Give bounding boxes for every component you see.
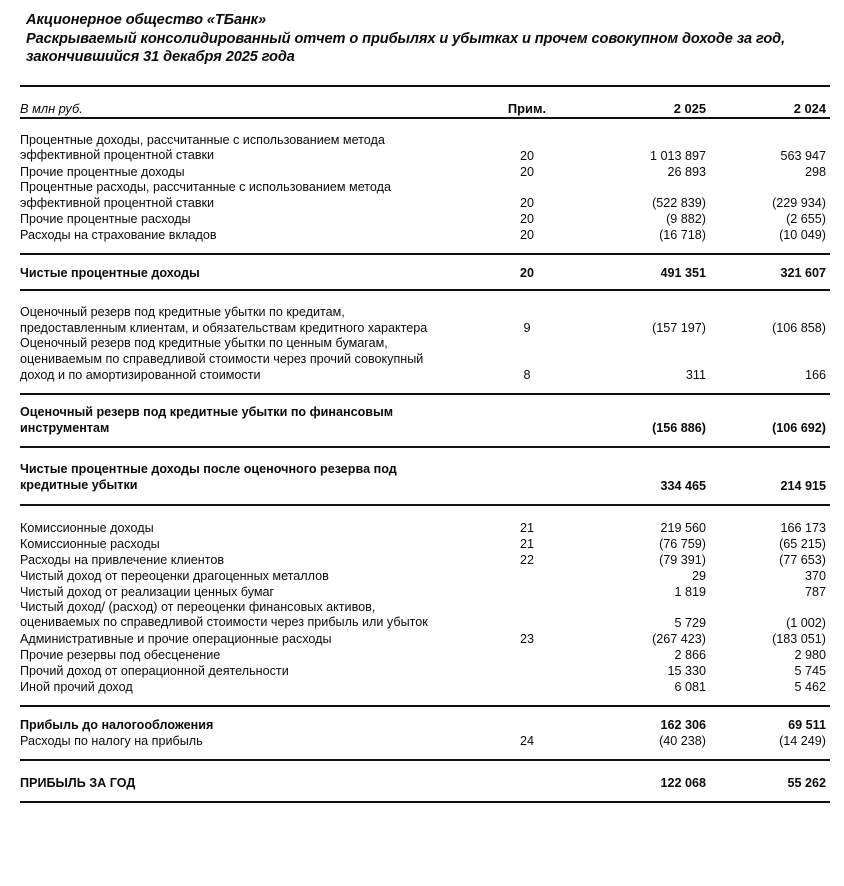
row-income-tax-expense xyxy=(20,733,830,749)
row-value-previous: (14 249) xyxy=(779,733,826,748)
row-value-current: (522 839) xyxy=(652,196,706,211)
subtotal-value-current: 491 351 xyxy=(660,266,706,281)
table-row xyxy=(20,663,830,679)
row-value-current: (40 238) xyxy=(659,733,706,748)
row-value-current: (157 197) xyxy=(652,321,706,336)
row-label: Расходы по налогу на прибыль xyxy=(20,733,203,748)
row-note: 23 xyxy=(519,631,534,646)
row-value-current: 2 866 xyxy=(674,647,706,662)
row-value-current: 1 819 xyxy=(674,584,706,599)
row-label: Прочий доход от операционной деятельности xyxy=(20,663,289,678)
table-row xyxy=(20,164,830,180)
row-value-current: 5 729 xyxy=(674,615,706,630)
row-note xyxy=(488,663,566,679)
row-value-current: 311 xyxy=(685,368,706,383)
row-label: Комиссионные доходы xyxy=(20,520,154,535)
row-value-current: (79 391) xyxy=(659,552,706,567)
row-value-current: 1 013 897 xyxy=(649,148,706,163)
table-header-row xyxy=(20,101,830,117)
row-note xyxy=(488,717,566,733)
row-note: 20 xyxy=(519,164,534,179)
table-row xyxy=(20,647,830,663)
row-note: 20 xyxy=(519,196,534,211)
total-note xyxy=(488,775,566,791)
subtotal-note xyxy=(488,405,566,436)
row-value-previous: (106 858) xyxy=(772,321,826,336)
row-value-previous: 787 xyxy=(804,584,826,599)
table-row xyxy=(20,584,830,600)
row-value-previous: 298 xyxy=(804,164,826,179)
row-value-previous: (10 049) xyxy=(779,228,826,243)
row-value-previous: 5 745 xyxy=(794,663,826,678)
row-note: 9 xyxy=(523,321,531,336)
subtotal-note: 20 xyxy=(519,266,534,281)
row-note: 8 xyxy=(523,368,531,383)
row-note xyxy=(488,679,566,695)
row-note: 21 xyxy=(519,536,534,551)
row-label: Прочие процентные расходы xyxy=(20,212,191,227)
row-label: Административные и прочие операционные расходы xyxy=(20,631,332,646)
row-note xyxy=(488,584,566,600)
row-value-previous: 563 947 xyxy=(780,148,826,163)
subtotal-row-net-interest-income xyxy=(20,265,830,281)
row-value-current: (76 759) xyxy=(659,536,706,551)
row-label: Прибыль до налогообложения xyxy=(20,717,214,732)
row-profit-before-tax xyxy=(20,717,830,733)
document-header xyxy=(0,0,844,67)
row-value-current: 29 xyxy=(691,568,706,583)
table-row xyxy=(20,227,830,243)
table-row xyxy=(20,336,830,383)
row-note: 21 xyxy=(519,520,534,535)
row-label: Комиссионные расходы xyxy=(20,536,160,551)
header-year-previous: 2 024 xyxy=(793,100,826,116)
subtotal-value-current: (156 886) xyxy=(652,421,706,436)
total-value-previous: 55 262 xyxy=(787,775,826,790)
table-row xyxy=(20,600,830,631)
table-row xyxy=(20,305,830,336)
row-note: 20 xyxy=(519,212,534,227)
row-label: Расходы на страхование вкладов xyxy=(20,228,217,243)
row-value-previous: 69 511 xyxy=(788,717,826,732)
row-value-previous: 166 xyxy=(804,368,826,383)
row-label: Прочие резервы под обесценение xyxy=(20,647,221,662)
total-label: ПРИБЫЛЬ ЗА ГОД xyxy=(20,775,136,790)
row-value-previous: (77 653) xyxy=(779,552,826,567)
income-statement-table xyxy=(20,101,830,803)
total-row-profit-for-year xyxy=(20,775,830,791)
row-value-current: 162 306 xyxy=(660,717,706,732)
row-value-previous: (1 002) xyxy=(786,615,826,630)
row-label: Расходы на привлечение клиентов xyxy=(20,552,225,567)
row-value-current: (267 423) xyxy=(652,631,706,646)
row-value-previous: 370 xyxy=(804,568,826,583)
table-row xyxy=(20,520,830,536)
header-note: Прим. xyxy=(507,100,547,116)
row-label: Иной прочий доход xyxy=(20,679,133,694)
subtotal-label: Оценочный резерв под кредитные убытки по финансовым инструментам xyxy=(20,405,394,435)
row-note: 24 xyxy=(519,733,534,748)
header-year-current: 2 025 xyxy=(673,100,706,116)
subtotal-value-previous: 214 915 xyxy=(780,478,826,493)
row-value-previous: 5 462 xyxy=(794,679,826,694)
row-label: Прочие процентные доходы xyxy=(20,164,185,179)
row-value-current: 26 893 xyxy=(667,164,706,179)
row-note: 22 xyxy=(519,552,534,567)
row-label: Чистый доход/ (расход) от переоценки финансовых активов, оцениваемых по справедливой стоимости через прибыль или убыток xyxy=(20,599,428,630)
row-note: 20 xyxy=(519,228,534,243)
rule-bottom xyxy=(20,801,830,803)
row-note xyxy=(488,600,566,631)
table-row xyxy=(20,679,830,695)
table-row xyxy=(20,552,830,568)
row-value-current: (16 718) xyxy=(659,228,706,243)
row-value-current: 6 081 xyxy=(674,679,706,694)
table-row xyxy=(20,180,830,211)
row-note: 20 xyxy=(519,148,534,163)
statement-title: Раскрываемый консолидированный отчет о прибылях и убытках и прочем совокупном доходе за год, закончившийся 31 декабря 2025 года xyxy=(26,30,790,66)
table-row xyxy=(20,211,830,227)
row-note xyxy=(488,647,566,663)
header-units: В млн руб. xyxy=(20,100,83,116)
subtotal-label: Чистые процентные доходы после оценочного резерва под кредитные убытки xyxy=(20,462,397,492)
row-value-previous: (2 655) xyxy=(786,212,826,227)
row-value-current: 15 330 xyxy=(667,663,706,678)
table-row xyxy=(20,631,830,647)
row-value-previous: (183 051) xyxy=(772,631,826,646)
row-value-previous: 166 173 xyxy=(780,520,826,535)
row-value-previous: (65 215) xyxy=(779,536,826,551)
subtotal-label: Чистые процентные доходы xyxy=(20,266,200,281)
subtotal-value-previous: (106 692) xyxy=(772,421,826,436)
row-value-current: 219 560 xyxy=(660,520,706,535)
row-value-previous: 2 980 xyxy=(794,647,826,662)
entity-name: Акционерное общество «ТБанк» xyxy=(26,12,266,28)
row-label: Процентные доходы, рассчитанные с использованием метода эффективной процентной ставки xyxy=(20,132,385,163)
row-value-previous: (229 934) xyxy=(772,196,826,211)
subtotal-row-net-interest-after-allowance xyxy=(20,462,830,493)
row-label: Оценочный резерв под кредитные убытки по кредитам, предоставленным клиентам, и обязательствам кредитного характера xyxy=(20,305,428,335)
row-label: Чистый доход от реализации ценных бумаг xyxy=(20,584,275,599)
row-value-current: (9 882) xyxy=(666,212,706,227)
subtotal-value-current: 334 465 xyxy=(660,478,706,493)
subtotal-value-previous: 321 607 xyxy=(780,266,826,281)
table-row xyxy=(20,536,830,552)
table-row xyxy=(20,133,830,164)
row-label: Чистый доход от переоценки драгоценных металлов xyxy=(20,568,329,583)
row-note xyxy=(488,568,566,584)
table-row xyxy=(20,568,830,584)
subtotal-note xyxy=(488,462,566,493)
subtotal-row-total-allowance xyxy=(20,405,830,436)
total-value-current: 122 068 xyxy=(660,775,706,790)
row-label: Процентные расходы, рассчитанные с использованием метода эффективной процентной ставки xyxy=(20,179,391,210)
row-label: Оценочный резерв под кредитные убытки по ценным бумагам, оцениваемым по справедливой стоимости через прочий совокупный доход и по амортизированной стоимости xyxy=(20,336,424,382)
